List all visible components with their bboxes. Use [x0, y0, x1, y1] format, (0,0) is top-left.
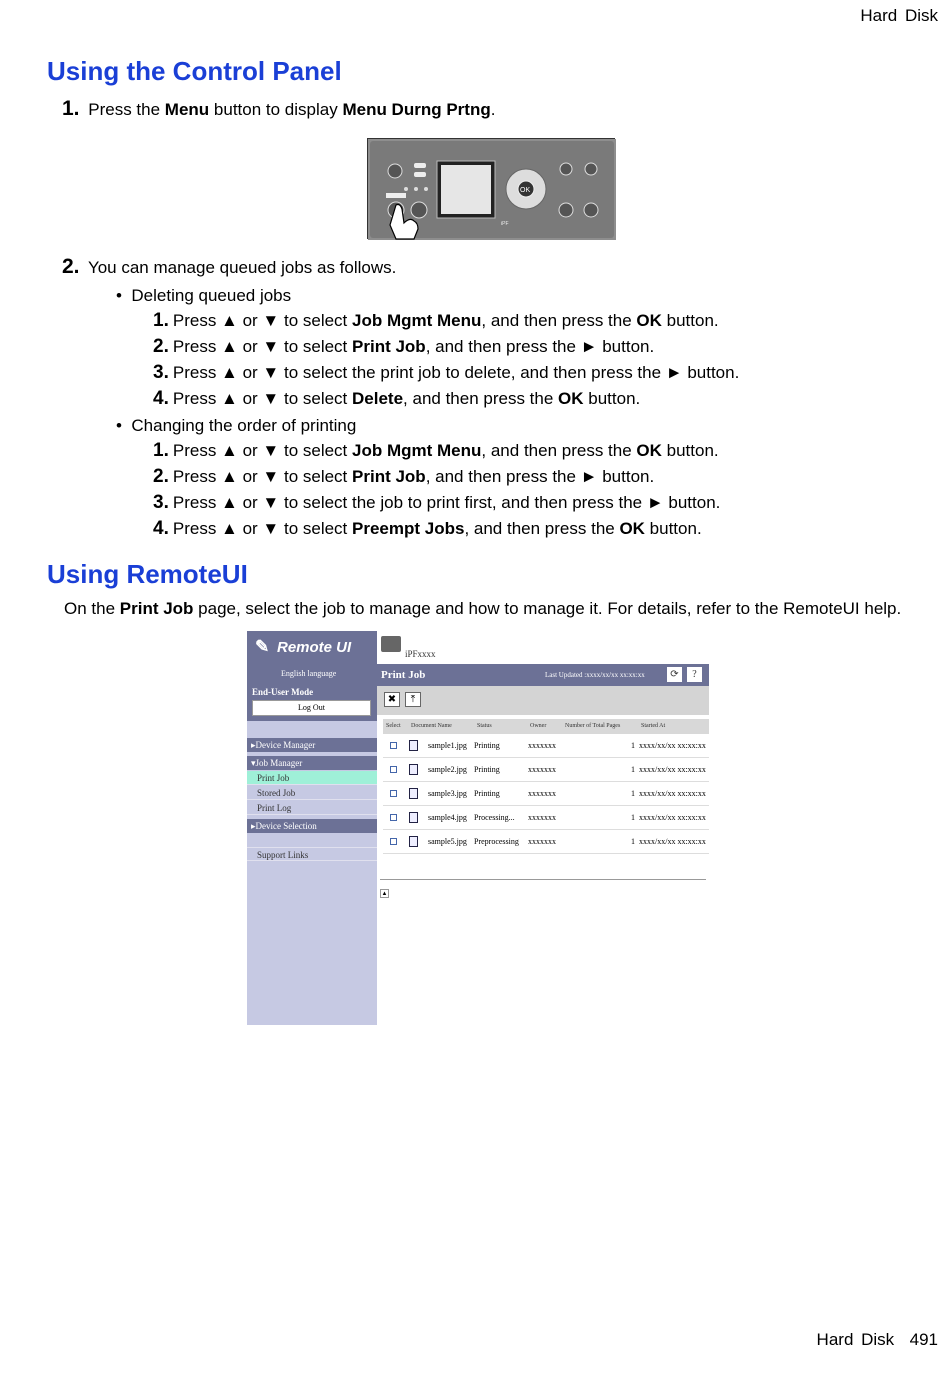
- remoteui-logo: [247, 631, 377, 665]
- page-title: Print Job: [381, 669, 426, 681]
- substep-text: OK: [636, 441, 662, 460]
- document-name[interactable]: sample4.jpg: [428, 813, 467, 822]
- nav-device-manager[interactable]: ▸Device Manager: [247, 738, 377, 752]
- footer-section: Hard Disk: [816, 1330, 895, 1349]
- nav-device-selection[interactable]: ▸Device Selection: [247, 819, 377, 833]
- row-checkbox[interactable]: [390, 814, 397, 821]
- toolbar: [377, 686, 709, 715]
- step-text: .: [490, 100, 496, 119]
- substep-text: , and then press the: [481, 311, 637, 330]
- step-text: Press the: [88, 100, 165, 119]
- mode-box: [247, 685, 377, 721]
- nav-print-job[interactable]: Print Job: [247, 771, 377, 785]
- col-owner: Owner: [530, 723, 547, 729]
- printer-name: iPFxxxx: [405, 649, 436, 659]
- substep-text: , and then press the ► button.: [425, 467, 655, 486]
- bullet-text: Deleting queued jobs: [131, 286, 292, 305]
- document-icon: [409, 740, 418, 751]
- delete-icon[interactable]: ✖: [384, 692, 400, 707]
- substep-text: Press ▲ or ▼ to select the print job to delete, and then press the ► button.: [172, 363, 740, 382]
- control-panel-drawing: [368, 139, 616, 240]
- substep-text: Press ▲ or ▼ to select the job to print first, and then press the ► button.: [172, 493, 721, 512]
- substep-number: 1.: [153, 310, 169, 331]
- substep-text: , and then press the: [403, 389, 559, 408]
- divider: [380, 879, 706, 880]
- substep-text: button.: [661, 441, 719, 460]
- total-pages: 1: [631, 837, 635, 846]
- substep-text: Press ▲ or ▼ to select: [172, 311, 353, 330]
- job-status: Printing: [474, 765, 500, 774]
- substep-text: OK: [636, 311, 662, 330]
- total-pages: 1: [631, 741, 635, 750]
- substep-number: 1.: [153, 440, 169, 461]
- total-pages: 1: [631, 789, 635, 798]
- nav-label: Device Manager: [255, 740, 316, 750]
- document-name[interactable]: sample5.jpg: [428, 837, 467, 846]
- page-title-bar: [377, 664, 709, 686]
- control-panel-illustration: [367, 138, 615, 239]
- row-checkbox[interactable]: [390, 790, 397, 797]
- substep-text: button.: [661, 311, 719, 330]
- page-number: 491: [909, 1330, 938, 1349]
- substep: [153, 362, 739, 384]
- substep-number: 3.: [153, 362, 169, 383]
- started-at: xxxx/xx/xx xx:xx:xx: [639, 765, 706, 774]
- col-document-name: Document Name: [411, 723, 452, 729]
- substep-text: , and then press the: [464, 519, 620, 538]
- step-1: [62, 97, 495, 121]
- substep: [153, 440, 719, 462]
- help-icon[interactable]: ?: [687, 667, 702, 682]
- intro-text: page, select the job to manage and how to manage it. For details, refer to the RemoteUI help.: [193, 599, 902, 618]
- section-title-control-panel: Using the Control Panel: [47, 56, 342, 86]
- remoteui-intro: [64, 599, 901, 619]
- step-number: 2.: [62, 255, 80, 278]
- total-pages: 1: [631, 813, 635, 822]
- document-icon: [409, 836, 418, 847]
- document-name[interactable]: sample3.jpg: [428, 789, 467, 798]
- substep-text: , and then press the ► button.: [425, 337, 655, 356]
- running-header: Hard Disk: [860, 6, 938, 25]
- row-checkbox[interactable]: [390, 742, 397, 749]
- intro-text: On the: [64, 599, 120, 618]
- nav-label: Device Selection: [255, 821, 317, 831]
- step-2: [62, 255, 396, 279]
- substep: [153, 310, 719, 332]
- substep: [153, 518, 702, 540]
- substep-number: 2.: [153, 466, 169, 487]
- substep-text: OK: [619, 519, 645, 538]
- table-row[interactable]: [383, 734, 709, 758]
- job-table: [383, 719, 709, 854]
- substep-text: button.: [644, 519, 702, 538]
- nav-label: Job Manager: [255, 758, 303, 768]
- substep: [153, 388, 640, 410]
- step-number: 1.: [62, 97, 80, 120]
- job-owner: xxxxxxx: [528, 741, 556, 750]
- printer-header: [377, 631, 709, 664]
- job-status: Preprocessing: [474, 837, 519, 846]
- language-link[interactable]: English language: [281, 669, 337, 678]
- substep-text: Print Job: [352, 337, 426, 356]
- total-pages: 1: [631, 765, 635, 774]
- substep: [153, 336, 654, 358]
- substep-text: Press ▲ or ▼ to select: [172, 337, 353, 356]
- job-status: Processing...: [474, 813, 515, 822]
- language-bar: [247, 665, 377, 685]
- started-at: xxxx/xx/xx xx:xx:xx: [639, 813, 706, 822]
- print-job-term: Print Job: [119, 599, 194, 618]
- started-at: xxxx/xx/xx xx:xx:xx: [639, 741, 706, 750]
- substep-number: 4.: [153, 518, 169, 539]
- page-footer: [817, 1330, 938, 1350]
- substep-text: , and then press the: [481, 441, 637, 460]
- document-name[interactable]: sample1.jpg: [428, 741, 467, 750]
- job-owner: xxxxxxx: [528, 789, 556, 798]
- substep-text: Job Mgmt Menu: [352, 311, 482, 330]
- row-checkbox[interactable]: [390, 766, 397, 773]
- remoteui-screenshot: [247, 631, 709, 1025]
- svg-text:OK: OK: [520, 187, 531, 194]
- substep-text: Press ▲ or ▼ to select: [172, 519, 353, 538]
- logout-button[interactable]: Log Out: [252, 700, 371, 716]
- printer-icon: [381, 636, 401, 652]
- substep-text: Press ▲ or ▼ to select: [172, 441, 353, 460]
- substep-text: Preempt Jobs: [352, 519, 465, 538]
- preempt-icon[interactable]: ⤒: [405, 692, 421, 707]
- table-row[interactable]: [383, 758, 709, 782]
- step-text: You can manage queued jobs as follows.: [87, 258, 397, 277]
- step-text: button to display: [209, 100, 343, 119]
- substep-text: Press ▲ or ▼ to select: [172, 389, 353, 408]
- document-icon: [409, 764, 418, 775]
- started-at: xxxx/xx/xx xx:xx:xx: [639, 789, 706, 798]
- substep-number: 4.: [153, 388, 169, 409]
- scroll-top-icon[interactable]: ▲: [381, 891, 388, 897]
- nav-print-log[interactable]: Print Log: [247, 801, 377, 815]
- mode-label: End-User Mode: [252, 687, 314, 697]
- job-status: Printing: [474, 741, 500, 750]
- substep-text: Delete: [352, 389, 404, 408]
- col-started-at: Started At: [641, 723, 666, 729]
- menu-durng-prtng-term: Menu Durng Prtng: [342, 100, 491, 119]
- col-status: Status: [477, 723, 492, 729]
- menu-term: Menu: [164, 100, 210, 119]
- bullet-deleting-jobs: • Deleting queued jobs: [116, 286, 292, 305]
- bullet-changing-order: • Changing the order of printing: [116, 416, 357, 435]
- row-checkbox[interactable]: [390, 838, 397, 845]
- table-row[interactable]: [383, 782, 709, 806]
- job-owner: xxxxxxx: [528, 837, 556, 846]
- last-updated: Last Updated :xxxx/xx/xx xx:xx:xx: [545, 671, 645, 679]
- document-name[interactable]: sample2.jpg: [428, 765, 467, 774]
- substep: [153, 466, 654, 488]
- job-owner: xxxxxxx: [528, 813, 556, 822]
- table-header: [383, 719, 709, 734]
- substep-text: button.: [583, 389, 641, 408]
- document-icon: [409, 812, 418, 823]
- refresh-icon[interactable]: ⟳: [667, 667, 682, 682]
- substep-text: Print Job: [352, 467, 426, 486]
- svg-text:iPF: iPF: [501, 221, 509, 227]
- substep-number: 2.: [153, 336, 169, 357]
- col-select: Select: [386, 723, 401, 729]
- table-row[interactable]: [383, 806, 709, 830]
- nav-support-links[interactable]: Support Links: [247, 847, 377, 861]
- logo-text: Remote UI: [277, 639, 352, 656]
- job-owner: xxxxxxx: [528, 765, 556, 774]
- nav-job-manager[interactable]: ▾Job Manager: [247, 756, 377, 770]
- substep-number: 3.: [153, 492, 169, 513]
- substep-text: Press ▲ or ▼ to select: [172, 467, 353, 486]
- started-at: xxxx/xx/xx xx:xx:xx: [639, 837, 706, 846]
- table-row[interactable]: [383, 830, 709, 854]
- job-status: Printing: [474, 789, 500, 798]
- document-icon: [409, 788, 418, 799]
- col-total-pages: Number of Total Pages: [565, 723, 621, 729]
- section-title-remoteui: Using RemoteUI: [47, 559, 248, 589]
- nav-stored-job[interactable]: Stored Job: [247, 786, 377, 800]
- bullet-text: Changing the order of printing: [131, 416, 357, 435]
- substep-text: Job Mgmt Menu: [352, 441, 482, 460]
- logo-icon: ✎: [255, 637, 270, 656]
- substep-text: OK: [558, 389, 584, 408]
- substep: [153, 492, 720, 514]
